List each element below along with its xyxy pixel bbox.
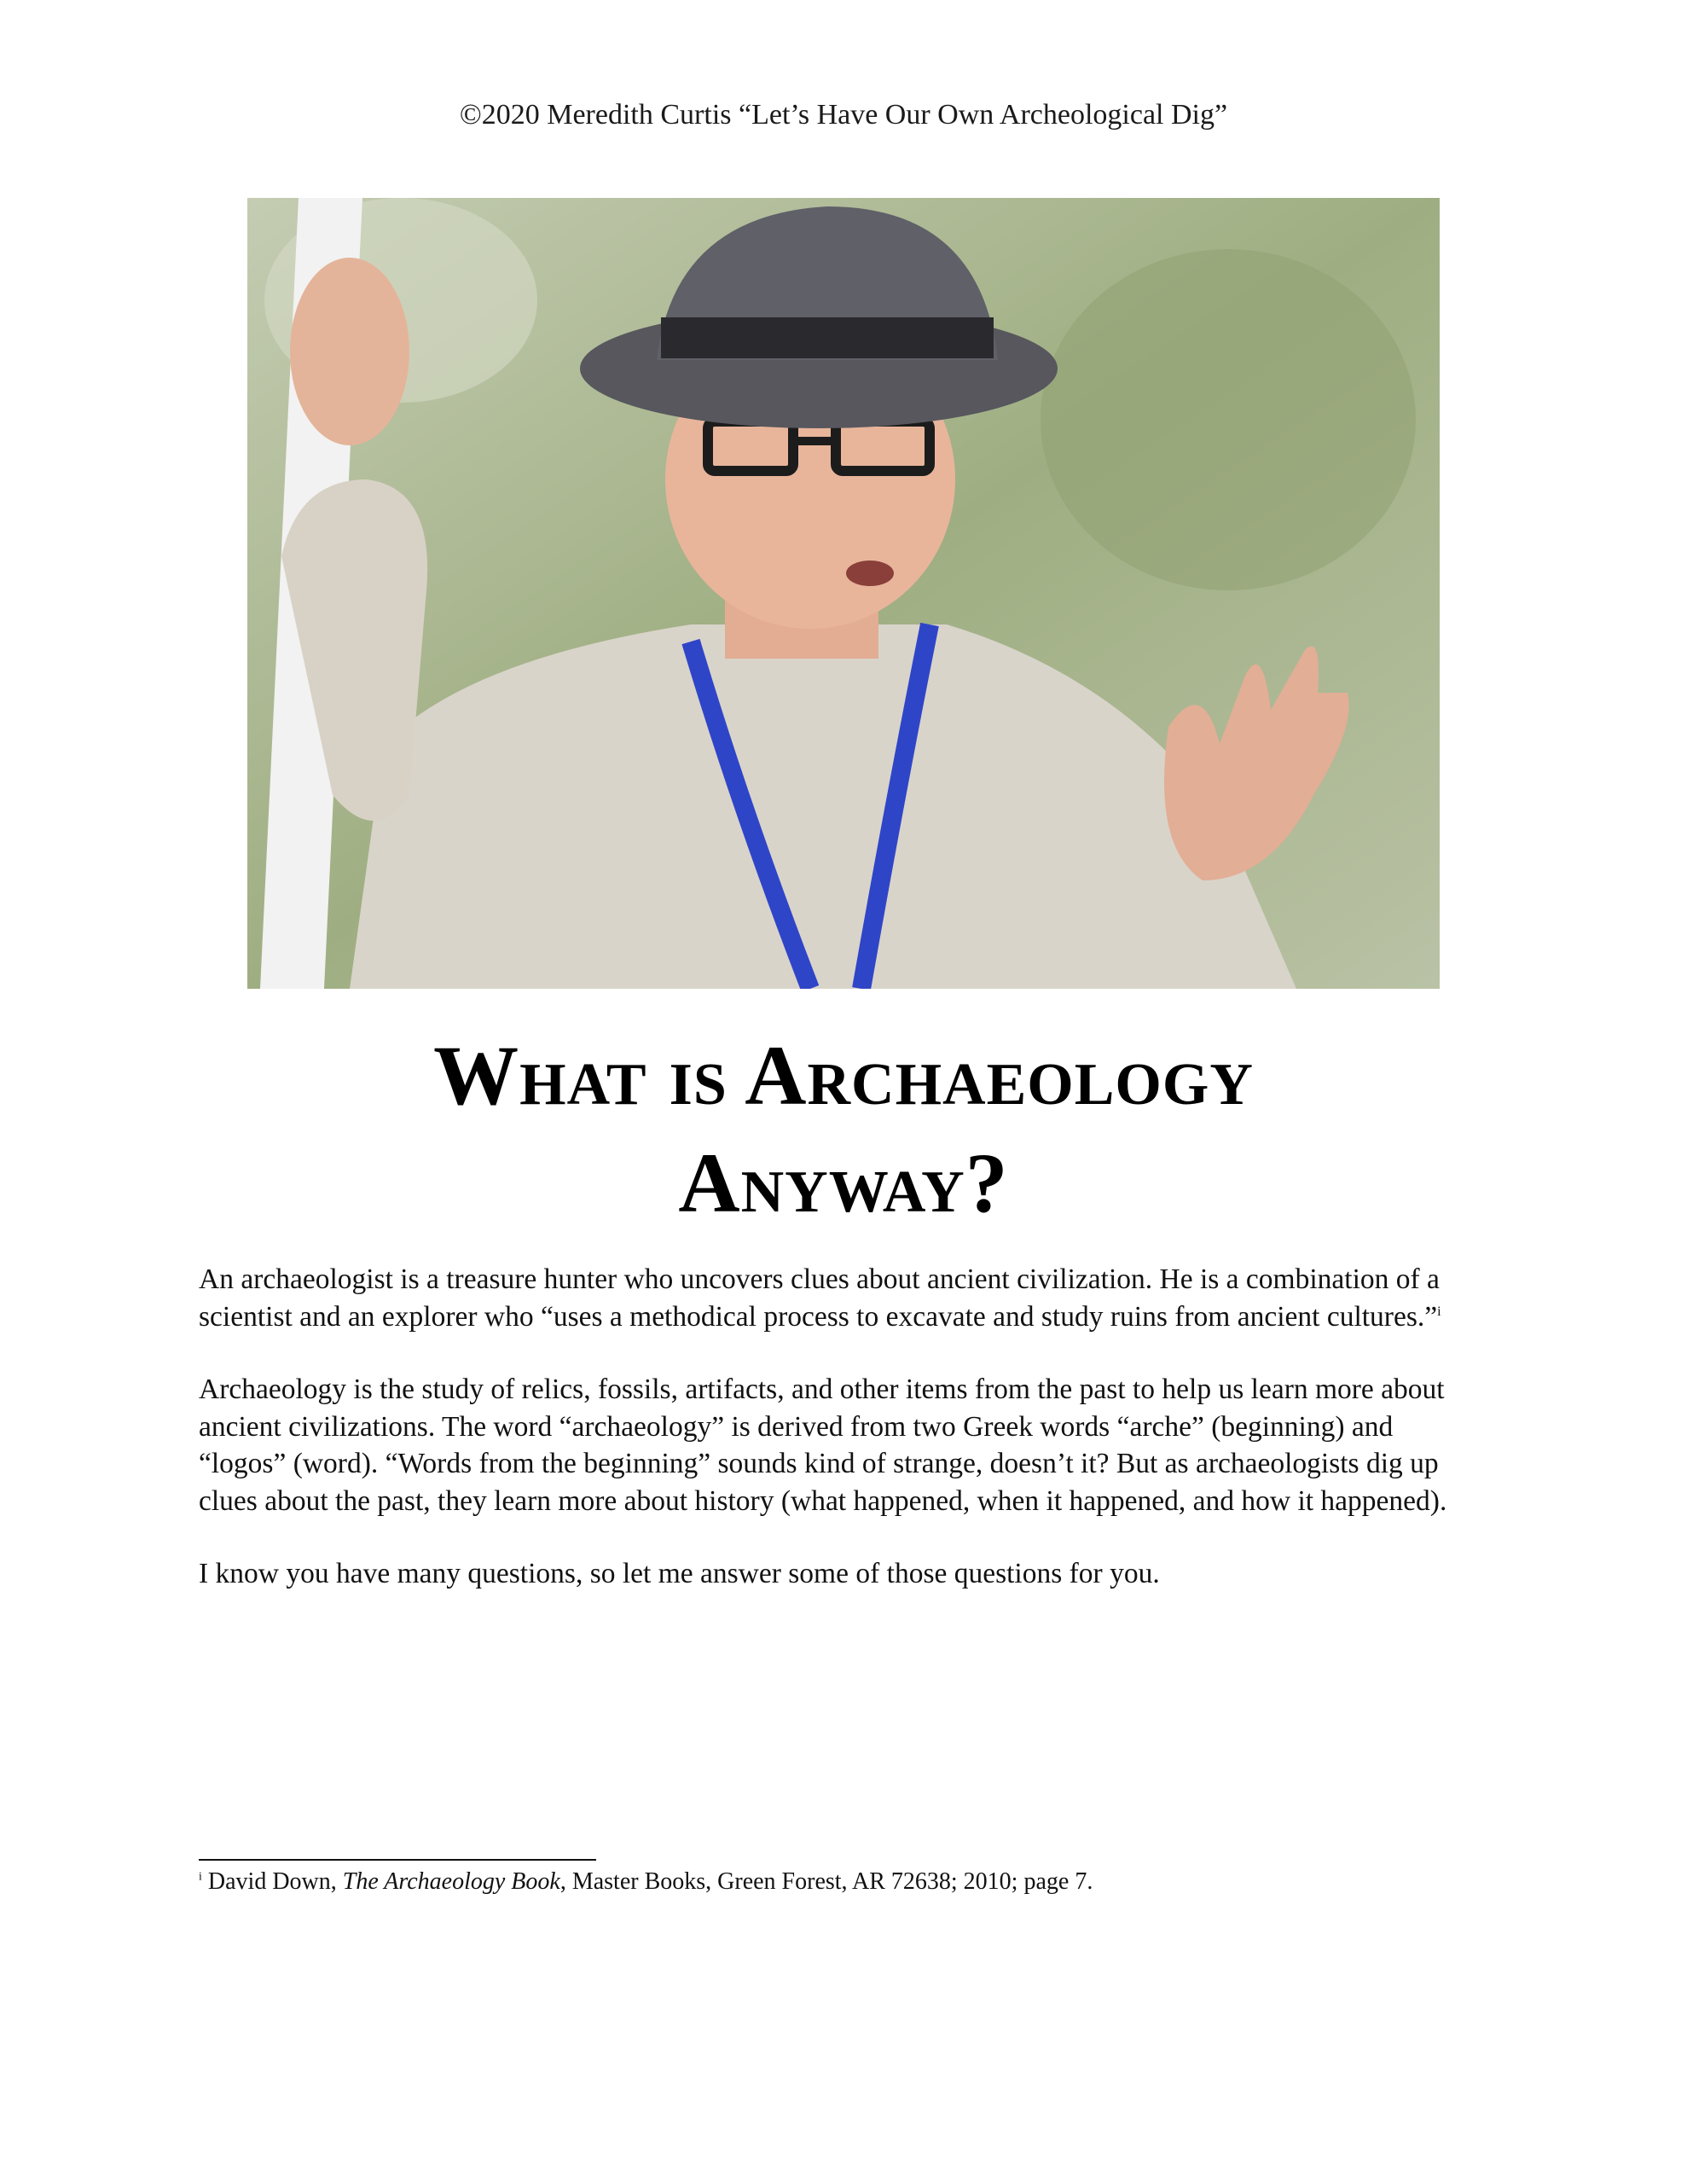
footnote-book-title: The Archaeology Book <box>342 1868 560 1895</box>
title-line-2: Anyway? <box>678 1136 1009 1230</box>
paragraph-3: I know you have many questions, so let me answer some of those questions for you. <box>199 1558 1160 1589</box>
page-header <box>0 99 1687 131</box>
copyright-line: ©2020 Meredith Curtis “Let’s Have Our Own Archeological Dig” <box>459 99 1228 131</box>
paragraph-2: Archaeology is the study of relics, fossils, artifacts, and other items from the past to help us learn more about ancient civilizations. The word “archaeology” is derived from two Greek words “arche” (beginning) and “logos” (word). “Words from the beginning” sounds kind of strange, doesn’t it? But as archaeologists dig up clues about the past, they learn more about history (what happened, when it happened, and how it happened). <box>199 1374 1447 1517</box>
footnote <box>199 1868 1461 1896</box>
footnote-divider <box>199 1859 596 1861</box>
paragraph-1 <box>199 1261 1461 1335</box>
footnote-author: David Down, <box>207 1868 343 1895</box>
paragraph-1-text: An archaeologist is a treasure hunter who uncovers clues about ancient civilization. He is a combination of a scientist and an explorer who “uses a methodical process to excavate and study ruins from ancient cultures.” <box>199 1263 1440 1333</box>
title-line-1: What is Archaeology <box>433 1028 1254 1123</box>
footnote-details: , Master Books, Green Forest, AR 72638; 2010; page 7. <box>559 1868 1093 1895</box>
footnote-reference[interactable]: i <box>1437 1304 1441 1319</box>
footnote-marker: i <box>199 1870 202 1884</box>
photo-of-man-in-fedora-icon <box>247 198 1440 989</box>
page-title <box>0 1022 1687 1237</box>
body-text <box>199 1261 1461 1629</box>
hero-photo <box>247 198 1440 989</box>
